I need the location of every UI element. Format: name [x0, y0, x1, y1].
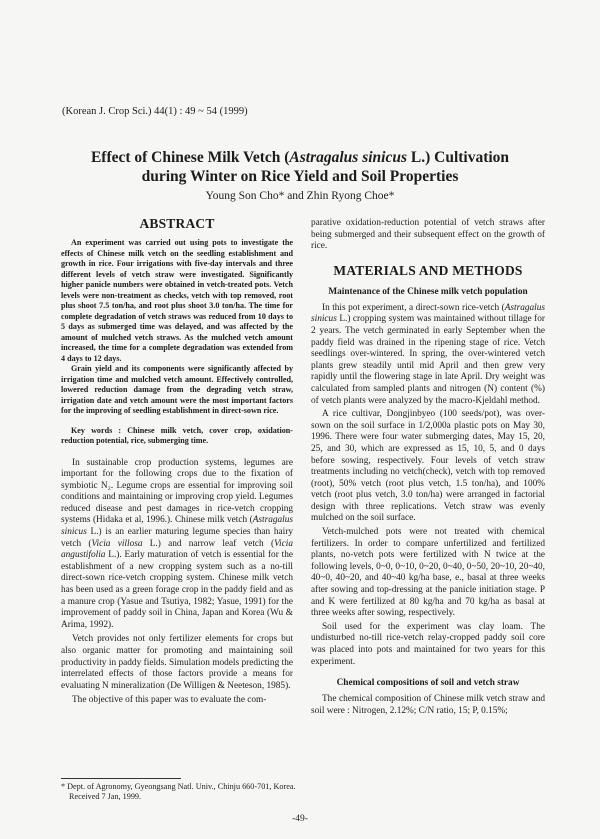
- footnote-affiliation: * Dept. of Agronomy, Gyeongsang Natl. Univ., Chinju 660-701, Korea.: [61, 782, 296, 791]
- footnote-received: Received 7 Jan, 1999.: [69, 792, 142, 802]
- intro-paragraph-2: Vetch provides not only fertilizer elements for crops but also organic matter for promoting and maintaining soil productivity in paddy fields. Simulation models predicting the interrelated effects of those factors provide a means for evaluating N mineralization (De Willigen & Neeteson, 1985).: [61, 634, 293, 691]
- methods-paragraph-3: Vetch-mulched pots were not treated with chemical fertilizers. In order to compare unfertilized and fertilized plants, no-vetch pots were fertilized with N twice at the following levels, 0~0, 0~10, 0~20, 0~40, 0~50, 20~10, 20~40, 40~0, 40~20, and 40~40 kg/ha base, e., basal at three weeks after sowing and top-dressing at the panicle initiation stage. P and K were fertilized at 80 kg/ha and 70 kg/ha as basal at three weeks after sowing, respectively.: [311, 527, 545, 619]
- methods-subheading-chemical: Chemical compositions of soil and vetch straw: [336, 678, 520, 689]
- abstract-paragraph-2: Grain yield and its components were significantly affected by irrigation time and mulched vetch amount. Effectively controlled, lowered reduction damage from the degrading vetch straw, irrigation date and vetch amount were the most important factors for the improving of seedling establishment in direct-sown rice.: [61, 364, 293, 415]
- methods-paragraph-5: The chemical composition of Chinese milk vetch straw and soil were : Nitrogen, 2.12%; C/N ratio, 15; P, 0.15%;: [311, 694, 545, 716]
- methods-paragraph-2: A rice cultivar, Dongjinbyeo (100 seeds/pot), was over-sown on the soil surface in 1/2,000a plastic pots on May 30, 1996. There were four water submerging dates, May 15, 20, 25, and 30, which are expressed as 15, 10, 5, and 0 days before sowing, respectively. Four levels of vetch straw treatments including no vetch(check), vetch with top removed (root), 50% vetch (root plus vetch, 1.5 ton/ha), and 100% vetch (root plus vetch, 3.0 ton/ha) were arranged in factorial design with three replications. Vetch straw was evenly mulched on the soil surface.: [311, 409, 545, 524]
- intro-continuation: parative oxidation-reduction potential of vetch straws after being submerged and their subsequent effect on the growth of rice.: [311, 218, 545, 252]
- intro-paragraph-3: The objective of this paper was to evaluate the com-: [72, 695, 267, 706]
- methods-heading: MATERIALS AND METHODS: [333, 262, 523, 278]
- introduction-body: [61, 458, 293, 707]
- paper-title-line-1: Effect of Chinese Milk Vetch (Astragalus sinicus L.) Cultivation: [90, 149, 510, 166]
- methods-paragraph-1: In this pot experiment, a direct-sown rice-vetch (Astragalus sinicus L.) cropping system was maintained without tillage for 2 years. The vetch germinated in early September when the paddy field was drained in the ripening stage of rice. Vetch seedlings over-wintered. In spring, the over-wintered vetch plants grew steadily until mid April and then grew very rapidly until the flowering stage in late April. Dry weight was calculated from sampled plants and nitrogen (N) content (%) of vetch plants were analyzed by the macro-Kjeldahl method.: [311, 302, 545, 406]
- abstract-heading: ABSTRACT: [139, 216, 215, 231]
- footnote: [61, 782, 301, 802]
- authors: Young Son Cho* and Zhin Ryong Choe*: [205, 190, 395, 202]
- page-number: -49-: [292, 814, 308, 824]
- journal-citation: (Korean J. Crop Sci.) 44(1) : 49 ~ 54 (1999): [62, 106, 248, 117]
- methods-paragraph-4: Soil used for the experiment was clay loam. The undisturbed no-till rice-vetch relay-cropped paddy soil core was placed into pots and maintained for two years for this experiment.: [311, 621, 545, 667]
- keywords: Key words : Chinese milk vetch, cover crop, oxidation-reduction potential, rice, submerging time.: [61, 425, 293, 445]
- left-column: [61, 216, 293, 710]
- footnote-rule: [61, 778, 181, 779]
- abstract-paragraph-1: An experiment was carried out using pots to investigate the effects of Chinese milk vetch on the seedling establishment and growth in rice. Four irrigations with five-day intervals and three different levels of vetch straw were investigated. Significantly higher panicle numbers were obtained in vetch-treated pots. Vetch levels were non-treatment as checks, vetch with top removed, root plus shoot 7.5 ton/ha, and root plus shoot 3.0 ton/ha. The time for complete degradation of vetch straws was reduced from 10 days to 5 days as submerged time was delayed, and was affected by the amount of mulched vetch straws. As the mulched vetch amount increased, the time for a complete degradation was extended from 4 days to 12 days.: [61, 238, 293, 363]
- methods-subheading-vetch-population: Maintenance of the Chinese milk vetch population: [328, 286, 528, 297]
- paper-title-line-2: during Winter on Rice Yield and Soil Properties: [141, 168, 459, 185]
- right-column: [311, 218, 545, 719]
- intro-paragraph-1: In sustainable crop production systems, legumes are important for the following crops due to the fixation of symbiotic N₂. Legume crops are essential for improving soil conditions and maintaining or improving crop yield. Legumes reduced disease and pest damages in rice-vetch cropping systems (Hidaka et al, 1996.). Chinese milk vetch (Astragalus sinicus L.) is an earlier maturing legume species than hairy vetch (Vicia villosa L.) and narrow leaf vetch (Vicia angustifolia L.). Early maturation of vetch is essential for the establishment of a new cropping system such as a no-till direct-sown rice-vetch cropping system. Chinese milk vetch has been used as a green forage crop in the paddy field and as a manure crop (Yasue and Tsutiya, 1982; Yasue, 1991) for the improvement of paddy soil in China, Japan and Korea (Wu & Arima, 1992).: [61, 457, 293, 630]
- right-body: [311, 218, 545, 717]
